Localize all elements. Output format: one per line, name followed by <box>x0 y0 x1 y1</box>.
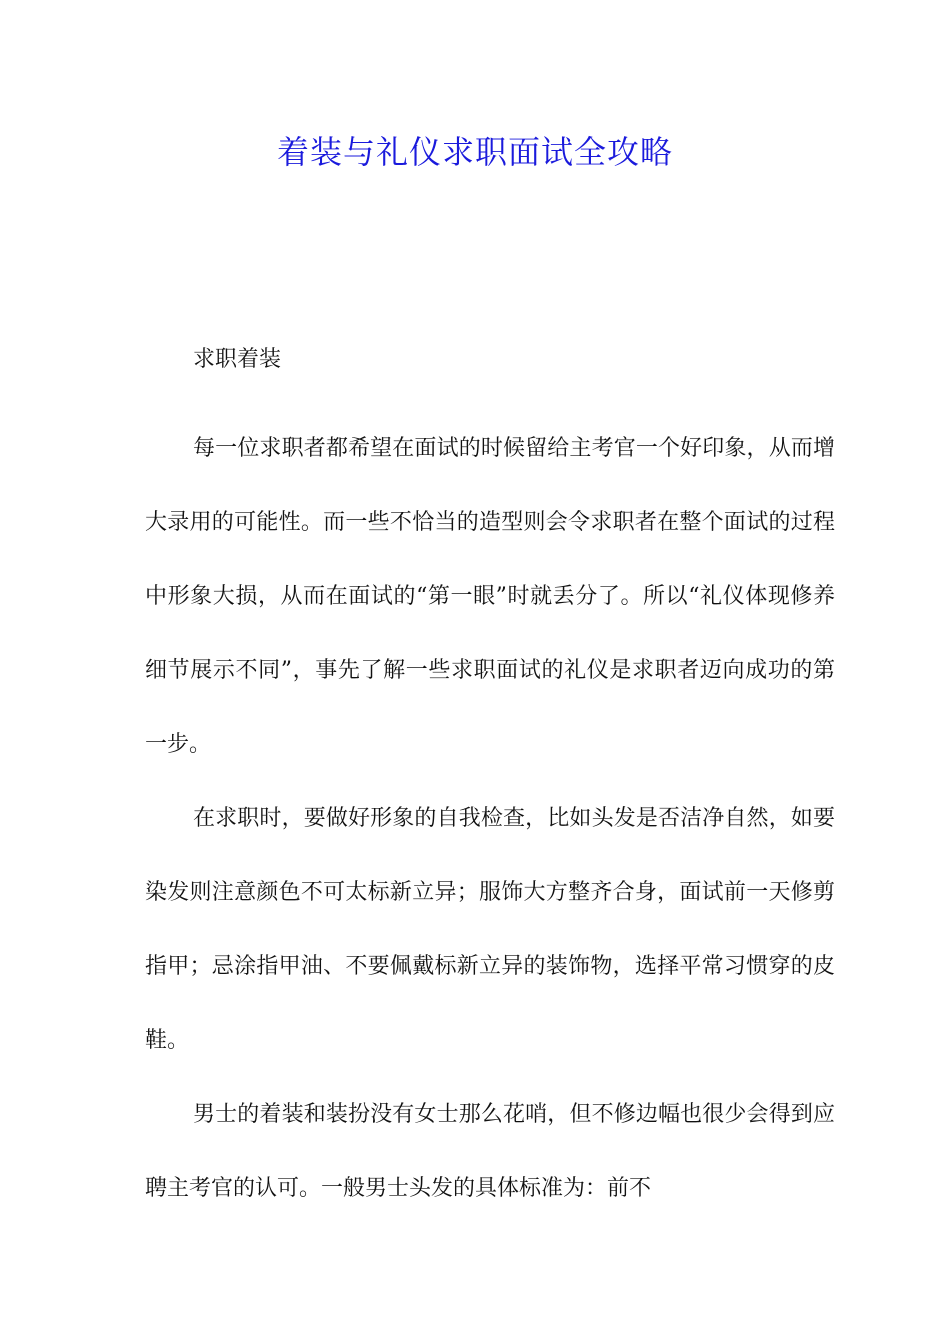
document-body <box>145 338 835 1226</box>
document-title: 着装与礼仪求职面试全攻略 <box>276 133 673 171</box>
section-heading: 求职着装 <box>193 347 282 372</box>
paragraph-2: 在求职时，要做好形象的自我检查，比如头发是否洁净自然，如要染发则注意颜色不可太标新立异；服饰大方整齐合身，面试前一天修剪指甲；忌涂指甲油、不要佩戴标新立异的装饰物，选择平常习惯穿的皮鞋。 <box>145 806 835 1053</box>
paragraph-3: 男士的着装和装扮没有女士那么花哨，但不修边幅也很少会得到应聘主考官的认可。一般男士头发的具体标准为：前不 <box>145 1102 835 1201</box>
paragraph-1: 每一位求职者都希望在面试的时候留给主考官一个好印象，从而增大录用的可能性。而一些不恰当的造型则会令求职者在整个面试的过程中形象大损，从而在面试的“第一眼”时就丢分了。所以“礼仪体现修养细节展示不同”，事先了解一些求职面试的礼仪是求职者迈向成功的第一步。 <box>145 436 835 757</box>
